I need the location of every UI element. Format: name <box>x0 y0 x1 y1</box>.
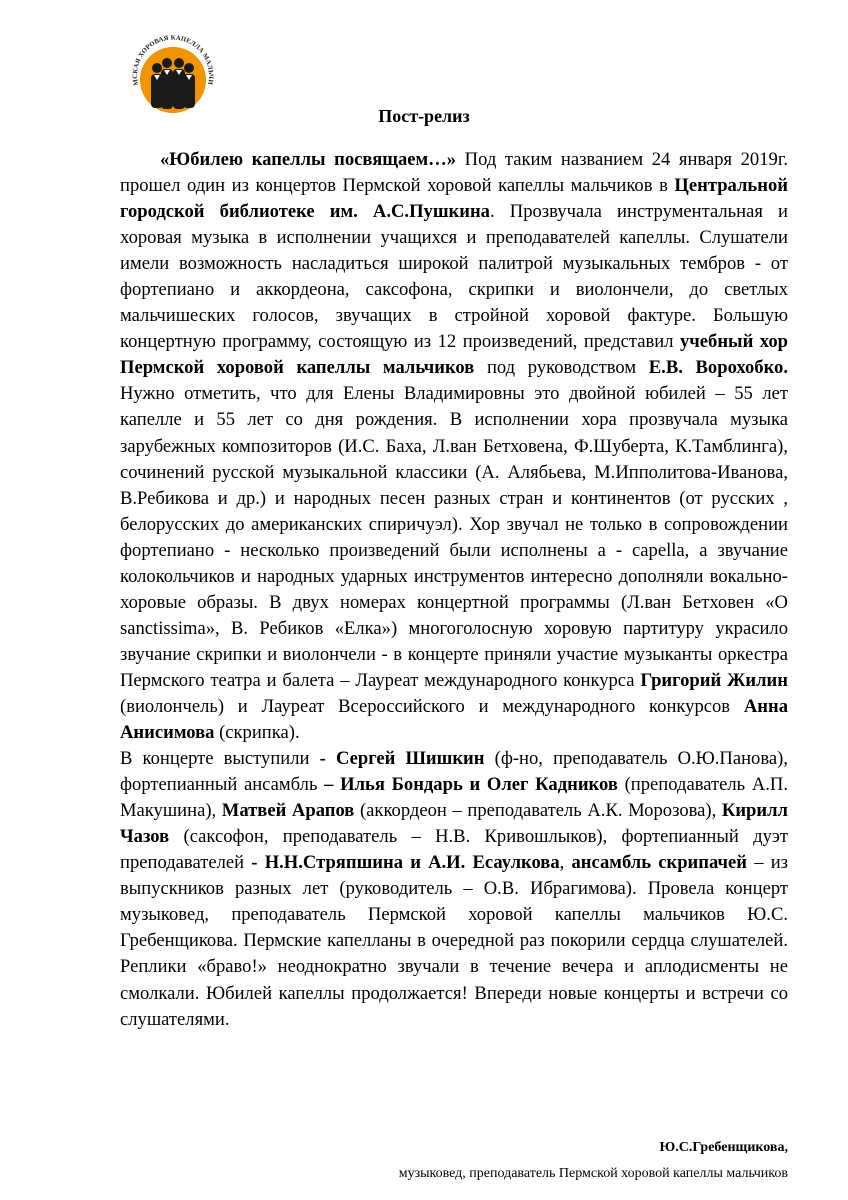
text-run: – из выпускников разных лет (руководитель – О.В. Ибрагимова). Провела концерт музыковед, преподаватель Пермской хоровой капеллы мальчиков Ю.С. Гребенщикова. Пермские капелланы в очередной раз покорили сердца слушателей. Реплики «браво!» неоднократно звучали в течение вечера и аплодисменты не смолкали. Юбилей капеллы продолжается! Впереди новые концерты и встречи со слушателями. <box>120 852 788 1030</box>
bold-text-run: – Илья Бондарь и Олег Кадников <box>324 774 618 796</box>
bold-text-run: Кирилл Чазов <box>120 800 788 848</box>
bold-text-run: учебный хор Пермской хоровой капеллы мальчиков <box>120 331 788 379</box>
text-run: (саксофон, преподаватель – Н.В. Кривошлыков), фортепианный дуэт преподавателей <box>120 826 788 874</box>
text-run: , <box>559 852 572 874</box>
text-run: (ф-но, преподаватель О.Ю.Панова), фортепианный ансамбль <box>120 748 788 796</box>
bold-text-run: «Юбилею капеллы посвящаем…» <box>160 149 457 170</box>
text-run: (аккордеон – преподаватель А.К. Морозова), <box>354 800 722 822</box>
paragraph-2 <box>120 746 788 1033</box>
text-run: Под таким названием 24 января 2019г. прошел один из концертов Пермской хоровой капеллы мальчиков в <box>120 149 788 197</box>
text-run: (преподаватель А.П. Макушина), <box>120 774 788 822</box>
document-body <box>120 147 788 1033</box>
text-run: Нужно отметить, что для Елены Владимировны это двойной юбилей – 55 лет капелле и 55 лет со дня рождения. В исполнении хора прозвучала музыка зарубежных композиторов (И.С. Баха, Л.ван Бетховена, Ф.Шуберта, К.Тамблинга), сочинений русской музыкальной классики (А. Алябьева, М.Ипполитова-Иванова, В.Ребикова и др.) и народных песен разных стран и континентов (от русских , белорусских до американских спиричуэл). Хор звучал не только в сопровождении фортепиано - несколько произведений были исполнены а - capella, а звучание колокольчиков и народных ударных инструментов интересно дополняли вокально-хоровые образы. В двух номерах концертной программы (Л.ван Бетховен «O sanctissima», В. Ребиков «Елка») многоголосную хоровую партитуру украсило звучание скрипки и виолончели - в концерте приняли участие музыканты оркестра Пермского театра и балета – Лауреат международного конкурса <box>120 383 788 691</box>
bold-text-run: Анна Анисимова <box>120 695 788 744</box>
signature-block <box>399 1135 788 1187</box>
text-run: под руководством <box>474 357 649 379</box>
text-run: В концерте выступили <box>120 748 320 770</box>
text-run: (скрипка). <box>214 722 300 744</box>
bold-text-run: - Сергей Шишкин <box>319 748 485 770</box>
bold-text-run: Центральной городской библиотеке им. А.С.Пушкина <box>120 175 788 223</box>
text-run: (виолончель) и Лауреат Всероссийского и международного конкурсов <box>120 695 744 717</box>
bold-text-run: Григорий Жилин <box>640 669 788 691</box>
author-role: музыковед, преподаватель Пермской хоровой капеллы мальчиков <box>398 1166 788 1181</box>
bold-text-run: Матвей Арапов <box>221 800 355 822</box>
text-run: . Прозвучала инструментальная и хоровая музыка в исполнении учащихся и преподавателей капеллы. Слушатели имели возможность насладиться широкой палитрой музыкальных тембров - от фортепиано и аккордеона, саксофона, скрипки и виолончели, до светлых мальчишеских голосов, звучащих в стройной хоровой фактуре. Большую концертную программу, состоящую из 12 произведений, представил <box>120 201 789 353</box>
author-name: Ю.С.Гребенщикова, <box>659 1140 788 1155</box>
bold-text-run: - Н.Н.Стряпшина и А.И. Есаулкова <box>251 852 560 874</box>
bold-text-run: ансамбль скрипачей <box>571 852 747 874</box>
bold-text-run: Е.В. Ворохобко. <box>648 357 788 379</box>
paragraph-1 <box>120 147 788 746</box>
svg-text:ПЕРМСКАЯ ХОРОВАЯ КАПЕЛЛА МАЛЬЧ: МСКАЯ ХОРОВАЯ КАПЕЛЛА МАЛЬЧИ <box>131 34 215 86</box>
page-title: Пост-релиз <box>378 106 470 126</box>
